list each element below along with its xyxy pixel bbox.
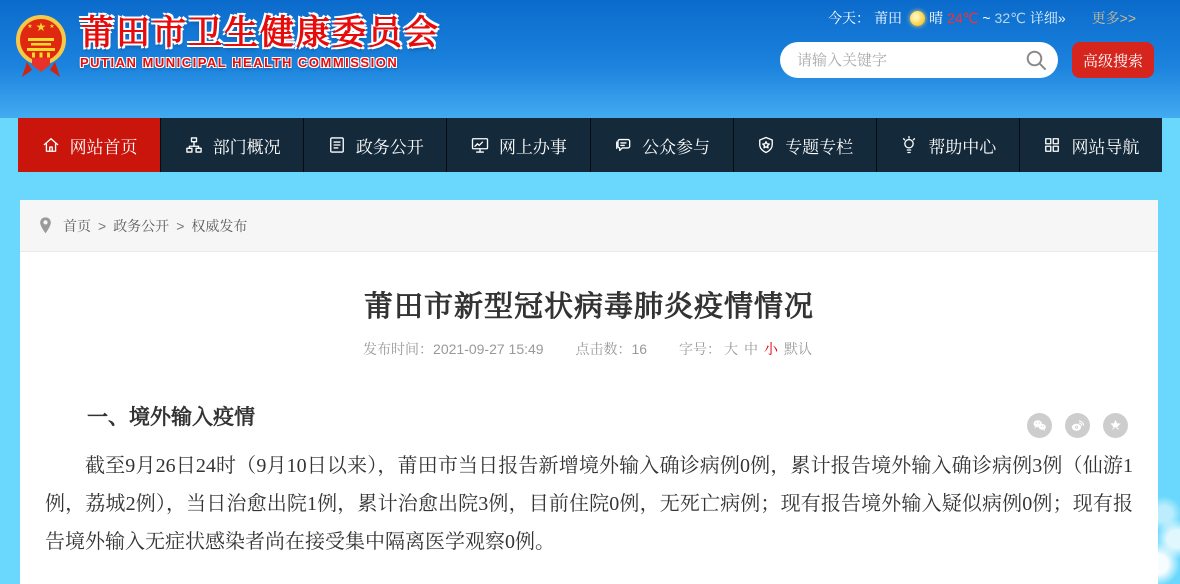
weather-temp-first: 24℃ xyxy=(947,9,979,26)
article xyxy=(20,290,1158,561)
fontsize-label: 字号： xyxy=(678,341,721,357)
lightbulb-icon xyxy=(899,135,919,155)
fontsize-small-button[interactable]: 小 xyxy=(763,341,778,357)
breadcrumb-home[interactable]: 首页 xyxy=(63,217,91,234)
breadcrumb-separator: > xyxy=(176,217,185,234)
document-icon xyxy=(327,135,347,155)
nav-label: 部门概况 xyxy=(212,137,281,157)
site-logo[interactable] xyxy=(14,14,440,80)
breadcrumb xyxy=(20,200,1158,252)
nav-item-special-columns[interactable] xyxy=(733,118,876,172)
fontsize-large-button[interactable]: 大 xyxy=(723,341,738,357)
article-meta xyxy=(45,341,1133,357)
site-title-cn: 莆田市卫生健康委员会 xyxy=(80,14,440,52)
svg-text:★: ★ xyxy=(35,20,47,34)
home-icon xyxy=(41,135,61,155)
search-box xyxy=(780,42,1058,78)
nav-label: 网站导航 xyxy=(1071,137,1140,157)
content-card xyxy=(20,200,1158,584)
nav-item-help-center[interactable] xyxy=(876,118,1019,172)
monitor-icon xyxy=(470,135,490,155)
hit-count: 点击数：16 xyxy=(575,341,648,357)
fontsize-controls xyxy=(679,341,815,357)
nav-label: 网上办事 xyxy=(498,137,567,157)
share-bar xyxy=(1014,413,1128,438)
nav-label: 专题专栏 xyxy=(785,137,854,157)
nav-item-gov-affairs[interactable] xyxy=(303,118,446,172)
location-pin-icon xyxy=(38,216,53,235)
weather-temp-second: 32℃ xyxy=(994,9,1026,26)
publish-time: 发布时间：2021-09-27 15:49 xyxy=(363,341,544,357)
nav-label: 网站首页 xyxy=(69,137,138,157)
section-heading-imported-cases: 一、境外输入疫情 xyxy=(87,405,255,429)
grid-icon xyxy=(1042,135,1062,155)
nav-label: 政务公开 xyxy=(355,137,424,157)
weather-condition: 晴 xyxy=(929,10,944,26)
weather-more-link[interactable]: 更多>> xyxy=(1091,10,1136,26)
nav-item-public-participation[interactable] xyxy=(590,118,733,172)
weather-detail-link[interactable]: 详细» xyxy=(1029,10,1066,26)
main-nav xyxy=(18,118,1162,172)
nav-label: 公众参与 xyxy=(642,137,711,157)
badge-star-icon xyxy=(756,135,776,155)
national-emblem-icon xyxy=(14,14,68,80)
org-chart-icon xyxy=(184,135,204,155)
site-title-block xyxy=(80,14,440,70)
fontsize-medium-button[interactable]: 中 xyxy=(743,341,758,357)
weibo-share-icon[interactable] xyxy=(1065,413,1090,438)
weather-tilde: ~ xyxy=(982,10,991,26)
cloud-decoration xyxy=(1154,444,1180,584)
nav-item-site-navigation[interactable] xyxy=(1019,118,1162,172)
site-header xyxy=(0,0,1180,118)
nav-label: 帮助中心 xyxy=(928,137,997,157)
qzone-share-icon[interactable] xyxy=(1103,413,1128,438)
breadcrumb-separator: > xyxy=(98,217,107,234)
breadcrumb-current: 权威发布 xyxy=(191,217,248,234)
weather-bar xyxy=(828,9,1140,27)
nav-item-departments[interactable] xyxy=(160,118,303,172)
svg-text:★: ★ xyxy=(49,24,55,30)
weather-today-label: 今天： xyxy=(828,10,871,26)
article-paragraph: 截至9月26日24时（9月10日以来），莆田市当日报告新增境外输入确诊病例0例，累计报告境外输入确诊病例3例（仙游1例，荔城2例），当日治愈出院1例，累计治愈出院3例，目前住院0例，无死亡病例；现有报告境外输入疑似病例0例；现有报告境外输入无症状感染者尚在接受集中隔离医学观察0例。 xyxy=(45,455,1133,553)
svg-text:★: ★ xyxy=(27,24,33,30)
weather-city: 莆田 xyxy=(874,10,903,26)
site-title-en: PUTIAN MUNICIPAL HEALTH COMMISSION xyxy=(80,55,399,70)
breadcrumb-gov-affairs[interactable]: 政务公开 xyxy=(113,217,170,234)
fontsize-default-button[interactable]: 默认 xyxy=(783,341,812,357)
wechat-share-icon[interactable] xyxy=(1027,413,1052,438)
search-input[interactable] xyxy=(797,52,1024,69)
nav-item-online-services[interactable] xyxy=(446,118,589,172)
search-icon[interactable] xyxy=(1024,48,1048,72)
weather-sun-icon xyxy=(910,11,925,26)
search-row xyxy=(780,42,1154,78)
nav-item-home[interactable] xyxy=(18,118,160,172)
chat-bubbles-icon xyxy=(613,135,633,155)
article-title: 莆田市新型冠状病毒肺炎疫情情况 xyxy=(363,291,814,323)
advanced-search-button[interactable]: 高级搜索 xyxy=(1072,42,1154,78)
